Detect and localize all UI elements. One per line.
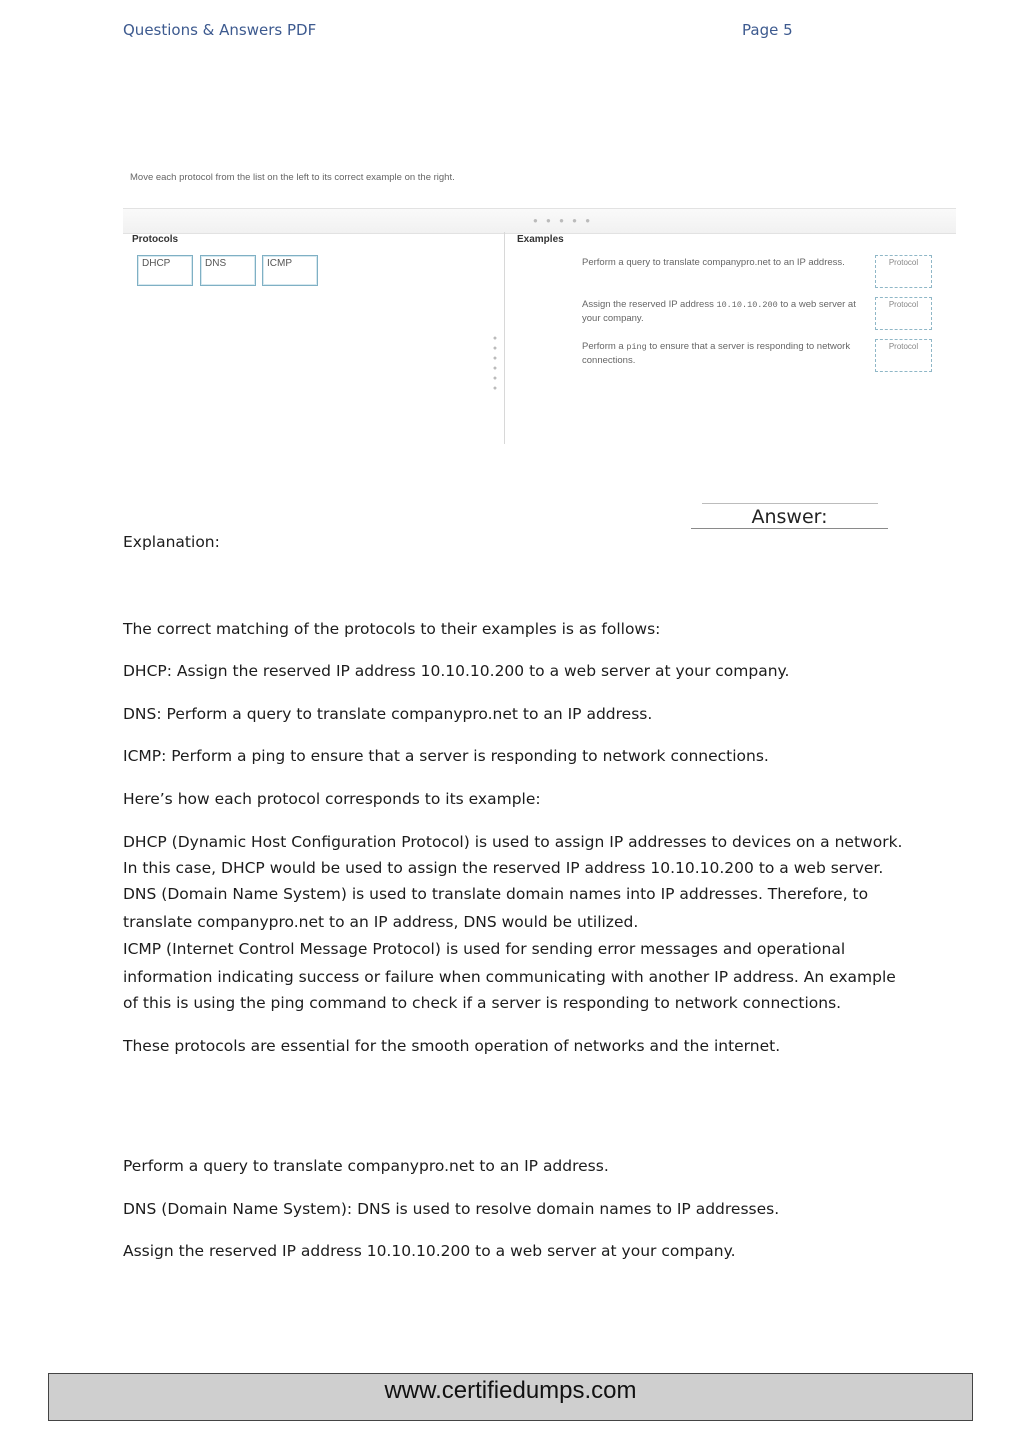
- question-screenshot: [123, 160, 956, 450]
- question-instruction: Move each protocol from the list on the left to its correct example on the right.: [130, 172, 455, 183]
- protocol-drop-slot[interactable]: Protocol: [875, 297, 932, 330]
- paragraph: Assign the reserved IP address 10.10.10.200 to a web server at your company.: [123, 1242, 736, 1260]
- example-text: Assign the reserved IP address: [582, 299, 717, 310]
- paragraph: DHCP: Assign the reserved IP address 10.10.10.200 to a web server at your company.: [123, 662, 790, 680]
- paragraph: information indicating success or failure when communicating with another IP address. An example: [123, 968, 896, 986]
- paragraph: translate companypro.net to an IP address, DNS would be utilized.: [123, 913, 639, 931]
- paragraph: These protocols are essential for the smooth operation of networks and the internet.: [123, 1037, 781, 1055]
- example-text: to ensure that a server is responding to network connections.: [582, 341, 851, 366]
- explanation-label: Explanation:: [123, 533, 220, 551]
- example-item: [582, 340, 867, 367]
- example-text: Perform a: [582, 341, 627, 352]
- header-title: Questions & Answers PDF: [123, 21, 317, 39]
- paragraph: The correct matching of the protocols to their examples is as follows:: [123, 620, 661, 638]
- paragraph: of this is using the ping command to check if a server is responding to network connections.: [123, 994, 842, 1012]
- paragraph: Perform a query to translate companypro.net to an IP address.: [123, 1157, 609, 1175]
- drag-toolbar: [123, 208, 956, 234]
- protocol-item-dhcp[interactable]: DHCP: [137, 255, 193, 286]
- protocols-title: Protocols: [132, 234, 179, 245]
- example-item: [582, 256, 867, 269]
- paragraph: Here’s how each protocol corresponds to its example:: [123, 790, 541, 808]
- protocol-drop-slot[interactable]: Protocol: [875, 255, 932, 288]
- answer-rule: [702, 503, 878, 504]
- footer-banner: [48, 1373, 973, 1421]
- example-code: ping: [626, 342, 647, 352]
- drag-handle-icon: ● ● ● ● ●: [533, 216, 594, 225]
- examples-title: Examples: [517, 234, 564, 245]
- protocol-item-icmp[interactable]: ICMP: [262, 255, 318, 286]
- resize-handle-icon[interactable]: ● ● ● ● ● ●: [492, 335, 498, 392]
- protocol-item-dns[interactable]: DNS: [200, 255, 256, 286]
- example-text: Perform a query to translate companypro.net to an IP address.: [582, 257, 845, 268]
- paragraph: DNS (Domain Name System): DNS is used to resolve domain names to IP addresses.: [123, 1200, 780, 1218]
- paragraph: DNS (Domain Name System) is used to translate domain names into IP addresses. Therefore, to: [123, 885, 869, 903]
- protocol-drop-slot[interactable]: Protocol: [875, 339, 932, 372]
- example-code: 10.10.10.200: [716, 300, 778, 310]
- paragraph: In this case, DHCP would be used to assign the reserved IP address 10.10.10.200 to a web server.: [123, 859, 884, 877]
- example-text: to a web server at your company.: [582, 299, 856, 324]
- paragraph: ICMP: Perform a ping to ensure that a server is responding to network connections.: [123, 747, 769, 765]
- paragraph: ICMP (Internet Control Message Protocol) is used for sending error messages and operational: [123, 940, 846, 958]
- footer-url[interactable]: www.certifiedumps.com: [384, 1377, 637, 1404]
- paragraph: DHCP (Dynamic Host Configuration Protocol) is used to assign IP addresses to devices on a network.: [123, 833, 903, 851]
- example-item: [582, 298, 867, 325]
- paragraph: DNS: Perform a query to translate companypro.net to an IP address.: [123, 705, 653, 723]
- answer-label: Answer:: [691, 506, 888, 529]
- page-number: Page 5: [742, 21, 793, 39]
- column-divider: [504, 232, 505, 444]
